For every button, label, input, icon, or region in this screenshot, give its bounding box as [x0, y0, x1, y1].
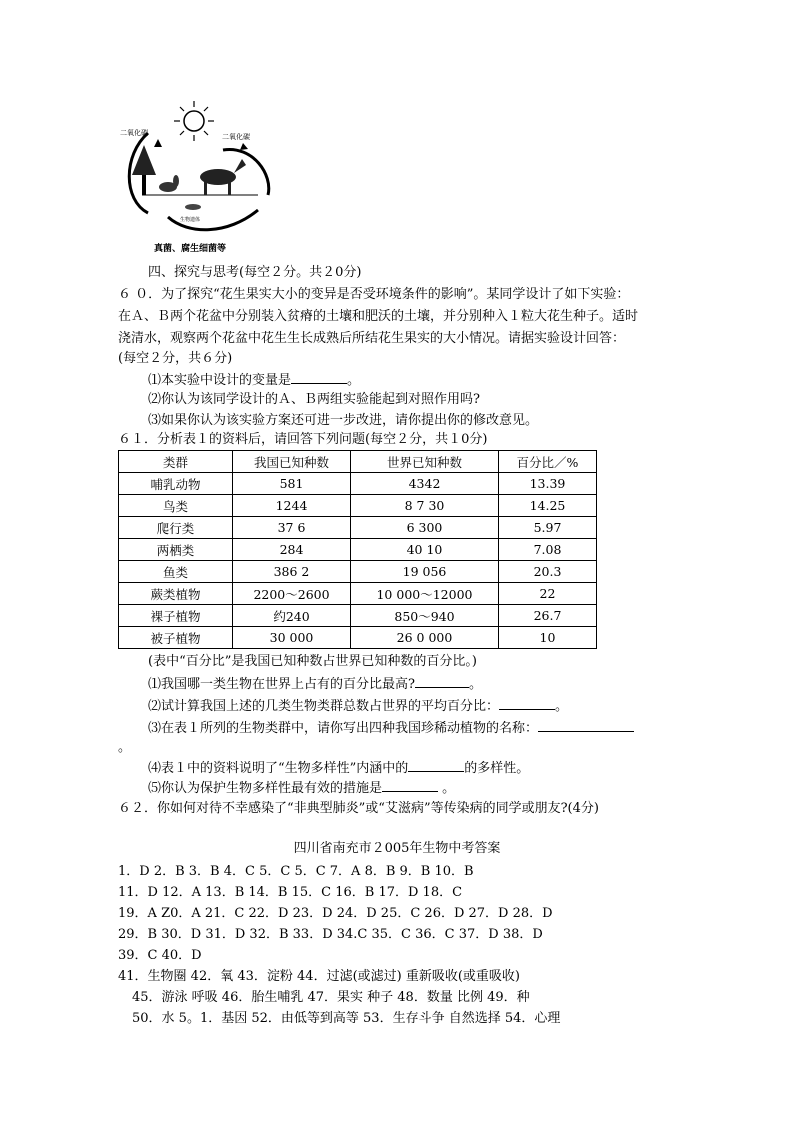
table-cell: 284	[233, 539, 351, 561]
rabbit-icon	[159, 175, 179, 192]
table-cell: 30 000	[233, 627, 351, 649]
svg-text:生物遗体: 生物遗体	[180, 217, 201, 223]
table-cell: 1244	[233, 495, 351, 517]
table-cell: 14.25	[499, 495, 597, 517]
answer-line: 11．D 12．A 13．B 14．B 15．C 16．B 17．D 18．C	[118, 885, 463, 900]
answer-blank	[415, 673, 469, 688]
table-row	[119, 495, 597, 517]
deer-icon	[200, 159, 246, 195]
table-cell: 两栖类	[119, 539, 233, 561]
table-header-row	[119, 451, 597, 473]
table-cell: 386 2	[233, 561, 351, 583]
table-header: 我国已知种数	[233, 451, 351, 473]
answer-line: 1．D 2．B 3．B 4．C 5．C 5．C 7．A 8．B 9．B 10．B	[118, 864, 474, 879]
table-cell: 37 6	[233, 517, 351, 539]
answer-blank	[408, 757, 464, 772]
q61-stem: ６１．分析表１的资料后，请回答下列问题(每空２分，共１0分)	[118, 432, 488, 447]
species-table	[118, 450, 597, 649]
table-cell: 850～940	[351, 605, 499, 627]
table-cell: 鱼类	[119, 561, 233, 583]
table-row	[119, 583, 597, 605]
table-cell: 5.97	[499, 517, 597, 539]
table-row	[119, 473, 597, 495]
table-cell: 鸟类	[119, 495, 233, 517]
table-header: 世界已知种数	[351, 451, 499, 473]
q60-sub1: ⑴本实验中设计的变量是 。	[148, 369, 360, 392]
table-cell: 19 056	[351, 561, 499, 583]
table-cell: 6 300	[351, 517, 499, 539]
q62-stem: ６２．你如何对待不幸感染了“非典型肺炎”或“艾滋病”等传染病的同学或朋友?(4分)	[118, 801, 599, 816]
q61-sub3: ⑶在表１所列的生物类群中，请你写出四种我国珍稀动植物的名称：	[148, 717, 634, 740]
q60-sub2: ⑵你认为该同学设计的Ａ、Ｂ两组实验能起到对照作用吗?	[148, 392, 480, 407]
svg-text:二氧化碳: 二氧化碳	[222, 133, 250, 141]
table-cell: 26.7	[499, 605, 597, 627]
carbon-cycle-illustration	[118, 95, 278, 255]
table-cell: 哺乳动物	[119, 473, 233, 495]
section-heading: 四、探究与思考(每空２分。共２0分)	[148, 265, 362, 280]
q60-stem-2: 在Ａ、Ｂ两个花盆中分别装入贫瘠的土壤和肥沃的土壤，并分别种入１粒大花生种子。适时	[118, 309, 639, 324]
table-cell: 13.39	[499, 473, 597, 495]
q61-sub5: ⑸你认为保护生物多样性最有效的措施是 。	[148, 777, 455, 800]
svg-text:二氧化碳: 二氧化碳	[120, 129, 148, 137]
answer-blank	[499, 695, 555, 710]
answer-line: 39．C 40．D	[118, 948, 202, 963]
table-row	[119, 539, 597, 561]
q61-sub2: ⑵试计算我国上述的几类生物类群总数占世界的平均百分比： 。	[148, 695, 568, 718]
answer-line: 29．B 30．D 31．D 32．B 33．D 34.C 35．C 36．C 37．D 38．D	[118, 927, 543, 942]
answer-line: 45．游泳 呼吸 46．胎生哺乳 47．果实 种子 48．数量 比例 49．种	[132, 990, 530, 1005]
q60-stem-1: ６ ０．为了探究“花生果实大小的变异是否受环境条件的影响”。某同学设计了如下实验：	[118, 287, 630, 302]
table-cell: 爬行类	[119, 517, 233, 539]
table-row	[119, 627, 597, 649]
table-cell: 22	[499, 583, 597, 605]
answer-blank	[538, 717, 634, 732]
table-cell: 2200～2600	[233, 583, 351, 605]
table-cell: 581	[233, 473, 351, 495]
q60-stem-3: 浇清水，观察两个花盆中花生生长成熟后所结花生果实的大小情况。请据实验设计回答：	[118, 331, 626, 346]
answers-title: 四川省南充市２005年生物中考答案	[293, 841, 501, 856]
table-cell: 20.3	[499, 561, 597, 583]
carbon-cycle-diagram	[118, 95, 278, 255]
answer-blank	[382, 777, 438, 792]
table-note: (表中“百分比”是我国已知种数占世界已知种数的百分比。)	[148, 654, 477, 669]
q61-sub1: ⑴我国哪一类生物在世界上占有的百分比最高? 。	[148, 673, 482, 696]
table-cell: 26 0 000	[351, 627, 499, 649]
table-cell: 7.08	[499, 539, 597, 561]
q61-sub4: ⑷表１中的资料说明了“生物多样性”内涵中的 的多样性。	[148, 757, 529, 780]
table-cell: 裸子植物	[119, 605, 233, 627]
table-row	[119, 517, 597, 539]
table-cell: 8 7 30	[351, 495, 499, 517]
diagram-caption: 真菌、腐生细菌等	[154, 244, 227, 254]
answer-line: 50．水 5。1．基因 52．由低等到高等 53．生存斗争 自然选择 54．心理	[132, 1011, 561, 1026]
table-cell: 被子植物	[119, 627, 233, 649]
q60-stem-4: (每空２分，共６分)	[118, 351, 233, 366]
q60-sub3: ⑶如果你认为该实验方案还可进一步改进，请你提出你的修改意见。	[148, 413, 539, 428]
table-header: 百分比／%	[499, 451, 597, 473]
answer-blank	[291, 369, 347, 384]
sun-icon	[174, 101, 214, 141]
answer-line: 19．A Z0．A 21．C 22．D 23．D 24．D 25．C 26．D 27．D 28．D	[118, 906, 553, 921]
table-cell: 约240	[233, 605, 351, 627]
table-cell: 40 10	[351, 539, 499, 561]
table-row	[119, 605, 597, 627]
answer-line: 41．生物圈 42．氧 43．淀粉 44．过滤(或滤过) 重新吸收(或重吸收)	[118, 969, 520, 984]
table-cell: 10 000～12000	[351, 583, 499, 605]
table-cell: 4342	[351, 473, 499, 495]
q61-sub3-end: 。	[118, 740, 132, 755]
table-header: 类群	[119, 451, 233, 473]
table-cell: 10	[499, 627, 597, 649]
table-row	[119, 561, 597, 583]
table-cell: 蕨类植物	[119, 583, 233, 605]
